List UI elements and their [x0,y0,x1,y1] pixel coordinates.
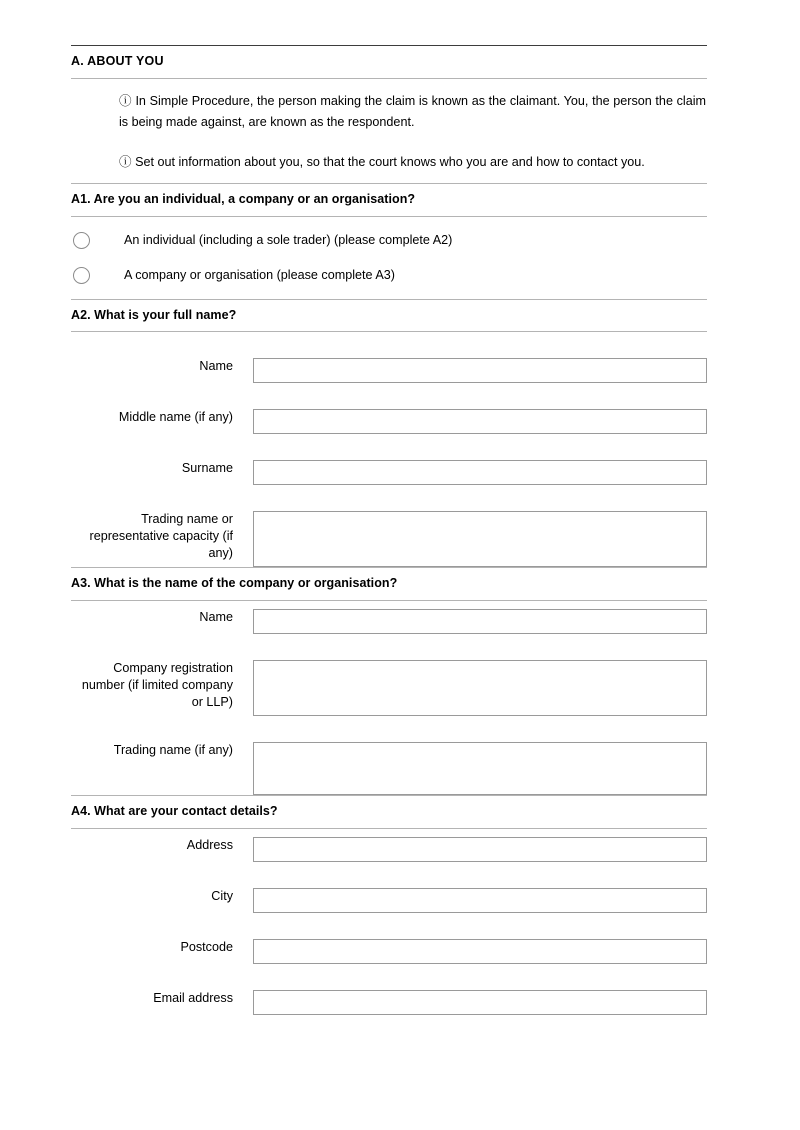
question-a1-heading: A1. Are you an individual, a company or an organisation? [71,192,416,206]
radio-button-icon[interactable] [73,267,90,284]
info-paragraph-2 [119,152,707,173]
radio-option-individual[interactable] [71,226,707,256]
field-row-city [71,888,707,913]
input-company-trading-name[interactable] [253,742,707,795]
spacer [71,862,707,888]
spacer [71,913,707,939]
input-city[interactable] [253,888,707,913]
field-label-city: City [211,888,233,903]
question-a2-heading: A2. What is your full name? [71,307,237,322]
spacer [71,716,707,742]
field-row-trading-name [71,511,707,567]
form-content [71,45,707,1015]
question-a4-fields [71,829,707,1015]
input-postcode[interactable] [253,939,707,964]
field-label-address: Address [186,837,233,852]
info-icon: ⓘ [119,155,132,169]
page-title: A. ABOUT YOU [71,54,164,68]
radio-option-company[interactable] [71,261,707,291]
field-row-surname [71,460,707,485]
field-label-email-address: Email address [153,990,233,1005]
field-row-address [71,837,707,862]
radio-option-individual-label: An individual (including a sole trader) (please complete A2) [124,233,453,248]
spacer [71,964,707,990]
input-trading-name[interactable] [253,511,707,567]
field-row-middle-name [71,409,707,434]
input-middle-name[interactable] [253,409,707,434]
info-block [71,79,707,183]
field-label-company-registration-number: Company registration number (if limited company or LLP) [81,660,233,709]
field-label-surname: Surname [181,461,233,476]
question-a1-options [71,217,707,299]
input-email-address[interactable] [253,990,707,1015]
field-row-company-registration-number [71,660,707,716]
field-label-name: Name [199,359,233,374]
question-a4-heading: A4. What are your contact details? [71,803,278,818]
question-a3-heading: A3. What is the name of the company or organisation? [71,576,398,591]
info-paragraph-1-text: In Simple Procedure, the person making the claim is known as the claimant. You, the person the claim is being made against, are known as the respondent. [119,94,706,129]
field-row-name [71,358,707,383]
spacer [71,485,707,511]
spacer [71,332,707,358]
input-company-registration-number[interactable] [253,660,707,716]
field-label-middle-name: Middle name (if any) [118,410,233,425]
question-a3-fields [71,601,707,795]
field-row-email-address [71,990,707,1015]
info-icon: ⓘ [119,94,132,108]
radio-button-icon[interactable] [73,232,90,249]
question-a2-fields [71,332,707,567]
radio-option-company-label: A company or organisation (please complete A3) [124,268,395,283]
field-label-trading-name: Trading name or representative capacity (if any) [89,512,233,561]
input-surname[interactable] [253,460,707,485]
info-paragraph-1 [119,91,707,133]
field-label-postcode: Postcode [180,939,233,954]
field-row-company-name [71,609,707,634]
field-row-company-trading-name [71,742,707,795]
info-paragraph-2-text: Set out information about you, so that the court knows who you are and how to contact you. [135,155,645,169]
spacer [71,383,707,409]
input-company-name[interactable] [253,609,707,634]
spacer [71,434,707,460]
field-label-company-name: Name [199,609,233,624]
spacer [71,601,707,609]
field-label-company-trading-name: Trading name (if any) [113,742,233,757]
input-address[interactable] [253,837,707,862]
input-name[interactable] [253,358,707,383]
spacer [71,829,707,837]
spacer [71,634,707,660]
field-row-postcode [71,939,707,964]
